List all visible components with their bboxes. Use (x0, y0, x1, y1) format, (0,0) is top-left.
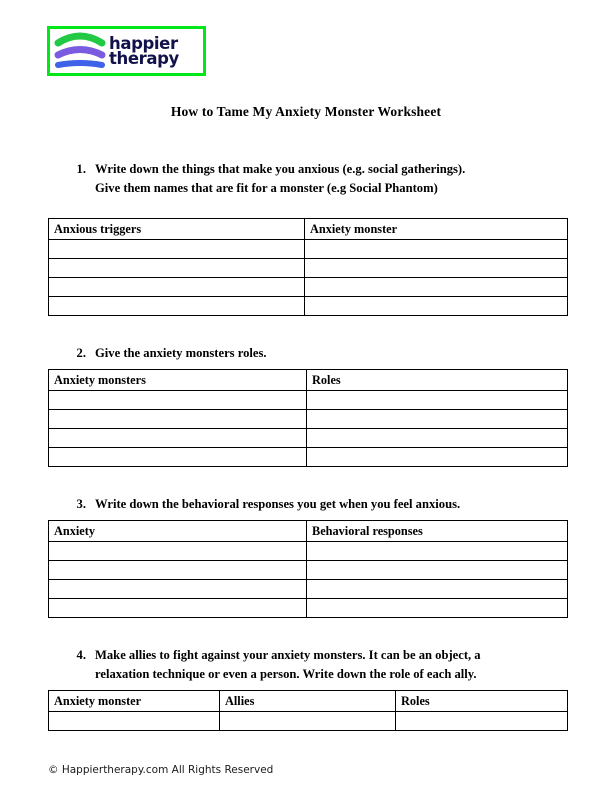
page-title: How to Tame My Anxiety Monster Worksheet (170, 104, 442, 119)
question-2-line-1: Give the anxiety monsters roles. (95, 346, 267, 360)
table-header-row (49, 370, 568, 391)
purple-arc (58, 50, 102, 56)
question-3-number: 3. (76, 497, 86, 511)
cell-role[interactable] (396, 712, 568, 731)
cell-role[interactable] (307, 448, 568, 467)
question-2 (68, 344, 568, 363)
logo-arcs-icon (53, 30, 107, 72)
cell-monster[interactable] (49, 429, 307, 448)
question-1-number: 1. (76, 162, 86, 176)
question-4 (68, 646, 573, 683)
question-4-number: 4. (76, 648, 86, 662)
cell-monster[interactable] (49, 448, 307, 467)
blue-arc (58, 63, 102, 65)
copyright-footer: © Happiertherapy.com All Rights Reserved (48, 764, 274, 776)
cell-anxiety[interactable] (49, 599, 307, 618)
cell-monster[interactable] (305, 278, 568, 297)
table-row (49, 240, 568, 259)
table-row (49, 580, 568, 599)
cell-monster[interactable] (49, 391, 307, 410)
cell-role[interactable] (307, 429, 568, 448)
table-header-row (49, 691, 568, 712)
column-header-allies: Allies (220, 691, 396, 712)
cell-role[interactable] (307, 410, 568, 429)
anxious-triggers-table (48, 218, 568, 316)
question-2-number: 2. (76, 346, 86, 360)
table-row (49, 429, 568, 448)
table-row (49, 410, 568, 429)
question-4-line-1: Make allies to fight against your anxiety monsters. It can be an object, a (95, 648, 481, 662)
question-4-line-2: relaxation technique or even a person. Write down the role of each ally. (95, 666, 477, 681)
behavioral-responses-table (48, 520, 568, 618)
table-row (49, 391, 568, 410)
allies-table (48, 690, 568, 731)
happier-therapy-logo (47, 26, 206, 76)
monster-roles-table (48, 369, 568, 467)
table-row (49, 448, 568, 467)
cell-trigger[interactable] (49, 240, 305, 259)
cell-monster[interactable] (305, 297, 568, 316)
cell-monster[interactable] (49, 410, 307, 429)
column-header-behavioral-responses: Behavioral responses (307, 521, 568, 542)
question-1-line-1: Write down the things that make you anxious (e.g. social gatherings). (95, 162, 466, 176)
cell-trigger[interactable] (49, 278, 305, 297)
cell-anxiety[interactable] (49, 580, 307, 599)
column-header-anxious-triggers: Anxious triggers (49, 219, 305, 240)
cell-response[interactable] (307, 561, 568, 580)
cell-trigger[interactable] (49, 297, 305, 316)
table-header-row (49, 521, 568, 542)
question-1 (68, 160, 568, 197)
logo-wordmark (109, 36, 179, 66)
question-1-line-2: Give them names that are fit for a monster (e.g Social Phantom) (95, 180, 438, 195)
cell-anxiety[interactable] (49, 542, 307, 561)
column-header-anxiety-monsters: Anxiety monsters (49, 370, 307, 391)
column-header-anxiety-monster: Anxiety monster (305, 219, 568, 240)
cell-trigger[interactable] (49, 259, 305, 278)
table-row (49, 278, 568, 297)
cell-response[interactable] (307, 542, 568, 561)
question-3-line-1: Write down the behavioral responses you get when you feel anxious. (95, 497, 461, 511)
cell-monster[interactable] (305, 259, 568, 278)
cell-response[interactable] (307, 580, 568, 599)
cell-ally[interactable] (220, 712, 396, 731)
logo-word-happier: happier (109, 34, 178, 53)
table-row (49, 599, 568, 618)
table-row (49, 259, 568, 278)
column-header-roles: Roles (396, 691, 568, 712)
column-header-roles: Roles (307, 370, 568, 391)
question-3 (68, 495, 568, 514)
cell-response[interactable] (307, 599, 568, 618)
column-header-anxiety: Anxiety (49, 521, 307, 542)
green-arc (58, 36, 102, 43)
cell-anxiety[interactable] (49, 561, 307, 580)
table-row (49, 712, 568, 731)
cell-role[interactable] (307, 391, 568, 410)
logo-word-therapy: therapy (109, 49, 179, 68)
table-row (49, 542, 568, 561)
cell-monster[interactable] (305, 240, 568, 259)
column-header-anxiety-monster: Anxiety monster (49, 691, 220, 712)
table-header-row (49, 219, 568, 240)
table-row (49, 561, 568, 580)
cell-monster[interactable] (49, 712, 220, 731)
table-row (49, 297, 568, 316)
